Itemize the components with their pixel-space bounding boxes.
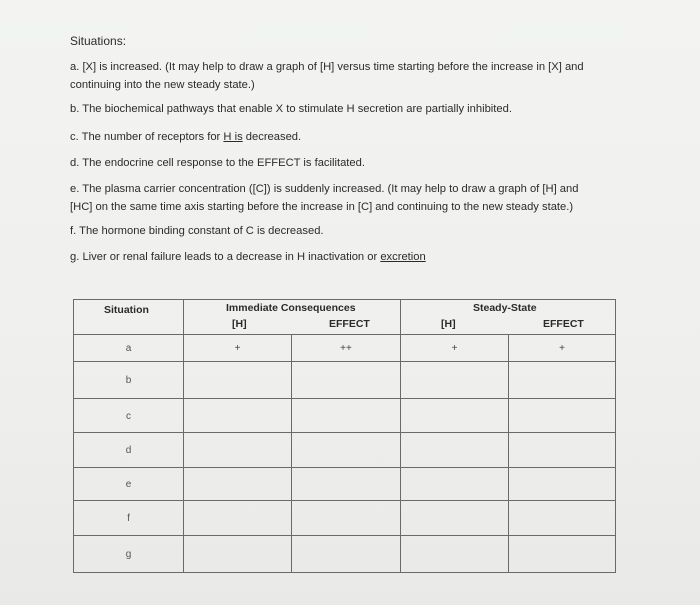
situation-cell: e — [125, 479, 132, 490]
situation-e-line2: [HC] on the same time axis starting before the increase in [C] and continuing to the new steady state.) — [70, 201, 574, 213]
h-steady-cell: + — [451, 343, 458, 354]
situation-cell: d — [125, 445, 132, 456]
situation-c-text — [70, 128, 630, 146]
situation-g-pre: g. Liver or renal failure leads to a decrease in H inactivation or — [70, 251, 381, 263]
situation-c-underlined: H is — [223, 131, 243, 143]
table-row — [74, 536, 616, 573]
steady-state-header: Steady-State — [473, 302, 537, 314]
effect-steady-cell: + — [559, 343, 565, 354]
table-row — [74, 335, 616, 362]
h-immediate-cell: + — [234, 343, 241, 354]
effect-immediate-header: EFFECT — [329, 318, 370, 330]
h-immediate-header: [H] — [232, 318, 247, 330]
situation-cell: g — [125, 549, 132, 560]
situation-g-underlined: excretion — [380, 251, 426, 263]
effect-immediate-cell: ++ — [340, 343, 352, 354]
table-row — [74, 501, 616, 536]
situation-cell: c — [126, 410, 131, 422]
table-row — [74, 433, 616, 468]
table-header-row — [74, 300, 616, 335]
table-row — [74, 468, 616, 501]
situation-g-text — [70, 248, 630, 266]
situation-a-text — [70, 58, 630, 94]
table-row — [74, 399, 616, 433]
situation-f-text: f. The hormone binding constant of C is decreased. — [70, 225, 324, 237]
situation-e-text — [70, 180, 630, 216]
situation-cell: b — [125, 375, 132, 386]
situation-d-text: d. The endocrine cell response to the EFFECT is facilitated. — [70, 157, 365, 169]
immediate-consequences-header: Immediate Consequences — [226, 302, 356, 314]
table-row — [74, 362, 616, 399]
situation-cell: f — [127, 513, 130, 524]
h-steady-header: [H] — [441, 318, 456, 330]
situations-heading: Situations: — [70, 34, 127, 48]
consequences-table — [73, 299, 616, 573]
situation-a-line2: continuing into the new steady state.) — [70, 79, 255, 91]
steady-state-header-cell — [401, 300, 616, 335]
situation-a-line1: a. [X] is increased. (It may help to draw a graph of [H] versus time starting before the increase in [X] and — [70, 61, 584, 73]
immediate-header-cell — [184, 300, 401, 335]
situation-header-cell — [74, 300, 184, 335]
situation-c-post: decreased. — [242, 131, 302, 143]
situation-c-pre: c. The number of receptors for — [70, 131, 224, 143]
situation-e-line1: e. The plasma carrier concentration ([C]) is suddenly increased. (It may help to draw a graph of [H] and — [70, 183, 579, 195]
situation-cell: a — [125, 343, 132, 354]
situation-b-text: b. The biochemical pathways that enable X to stimulate H secretion are partially inhibited. — [70, 103, 512, 115]
effect-steady-header: EFFECT — [543, 318, 584, 330]
situation-header: Situation — [104, 304, 149, 316]
